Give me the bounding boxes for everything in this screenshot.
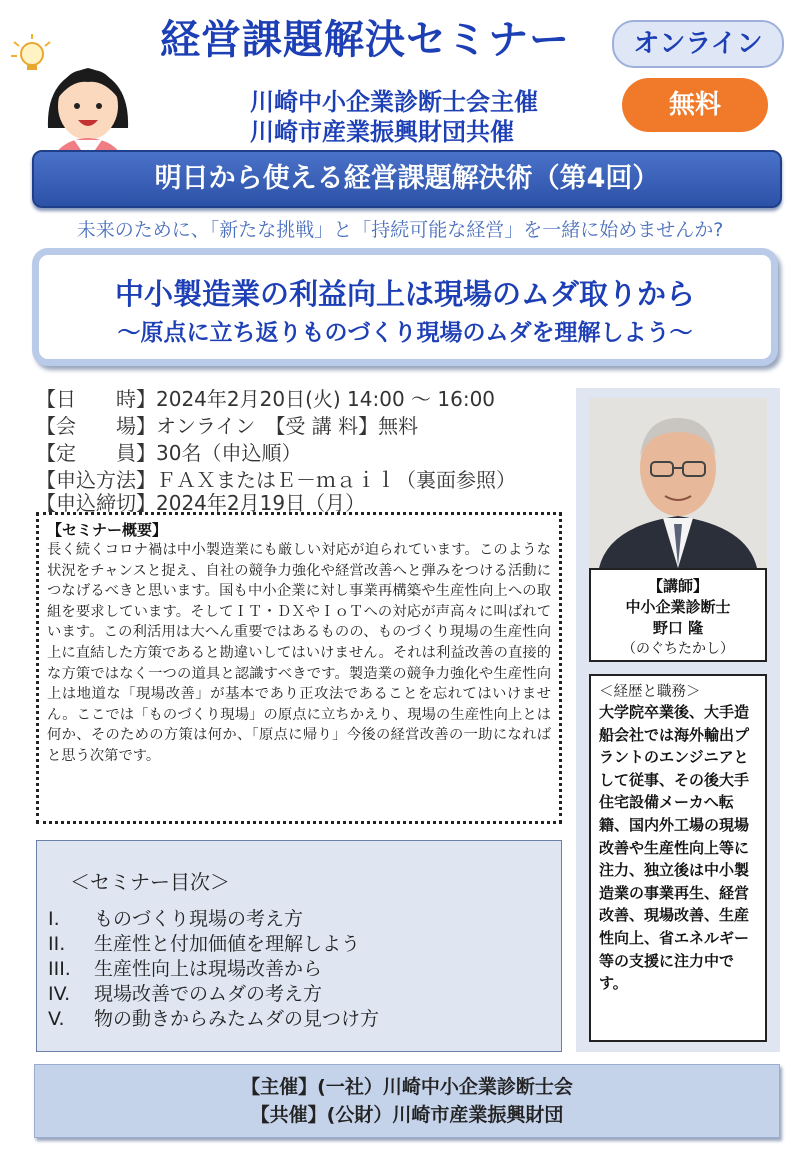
toc-item: IV. 現場改善でのムダの考え方 [48, 983, 323, 1005]
speaker-name: 野口 隆 [652, 619, 704, 637]
toc-heading: ＜セミナー目次＞ [70, 870, 230, 894]
series-banner: 明日から使える経営課題解決術（第4回） [32, 150, 782, 208]
info-capacity: 【定 員】30名（申込順） [36, 441, 302, 465]
info-date: 【日 時】2024年2月20日(火) 14:00 ～ 16:00 [36, 387, 496, 411]
speaker-info [589, 568, 767, 662]
toc-item: III. 生産性向上は現場改善から [48, 958, 323, 980]
bio-heading: ＜経歴と職務＞ [599, 684, 701, 700]
speaker-reading: （のぐちたかし） [622, 641, 734, 657]
theme-subtitle: ～原点に立ち返りものづくり現場のムダを理解しよう～ [117, 320, 693, 346]
theme-main-title: 中小製造業の利益向上は現場のムダ取りから [114, 277, 695, 311]
speaker-bio [589, 674, 767, 1042]
footer-co-organizer: 【共催】(公財）川崎市産業振興財団 [250, 1104, 564, 1126]
toc-item: V. 物の動きからみたムダの見つけ方 [48, 1008, 380, 1030]
seminar-title: 経営課題解決セミナー [160, 17, 570, 63]
lightbulb-icon [11, 34, 50, 70]
free-badge: 無料 [622, 78, 768, 132]
overview-text: 長く続くコロナ禍は中小製造業にも厳しい対応が迫られています。このような状況をチャンスと捉え、自社の競争力強化や経営改善へと弾みをつける活動につなげるべきと思います。国も中小企業に対し事業再構築や生産性向上への取組を要求しています。そしてＩＴ・ＤＸやＩｏＴへの対応が声高々に叫ばれています。この利活用は大へん重要ではあるものの、ものづくり現場の生産性向上に直結した方策であると勘違いしてはいけません。それは利益改善の直接的な方策ではなく一つの道具と認識すべきです。製造業の競争力強化や生産性向上は地道な「現場改善」が基本であり正攻法であることを忘れてはいけません。ここでは「ものづくり現場」の原点に立ちかえり、現場の生産性向上とは何か、そのための方策は何か、「原点に帰り」今後の経営改善の一助になればと思う次第です。 [47, 542, 551, 764]
toc-item: II. 生産性と付加価値を理解しよう [48, 933, 361, 955]
organizer-text: 川崎中小企業診断士会主催 [250, 88, 538, 116]
co-organizer-text: 川崎市産業振興財団共催 [250, 118, 514, 146]
info-venue-fee: 【会 場】オンライン 【受 講 料】無料 [36, 414, 419, 438]
tagline: 未来のために、「新たな挑戦」と「持続可能な経営」を一緒に始めませんか? [76, 219, 724, 241]
overview-heading: 【セミナー概要】 [47, 521, 168, 539]
overview-box [36, 512, 562, 824]
footer-organizer: 【主催】(一社）川崎中小企業診断士会 [241, 1076, 573, 1098]
online-badge: オンライン [612, 20, 784, 68]
info-application-method: 【申込方法】ＦＡＸまたはＥ－ｍａｉｌ（裏面参照） [36, 468, 516, 492]
speaker-title: 中小企業診断士 [625, 598, 731, 616]
bio-text: 大学院卒業後、大手造船会社では海外輸出プラントのエンジニアとして従事、その後大手住宅設備メーカへ転籍、国内外工場の現場改善や生産性向上等に注力、独立後は中小製造業の事業再生、経営改善、現場改善、生産性向上、省エネルギー等の支援に注力中です。 [599, 703, 750, 993]
speaker-photo [589, 398, 767, 568]
toc-item: I. ものづくり現場の考え方 [48, 908, 304, 930]
info-deadline: 【申込締切】2024年2月19日（月） [36, 491, 366, 515]
speaker-role: 【講師】 [647, 577, 708, 595]
